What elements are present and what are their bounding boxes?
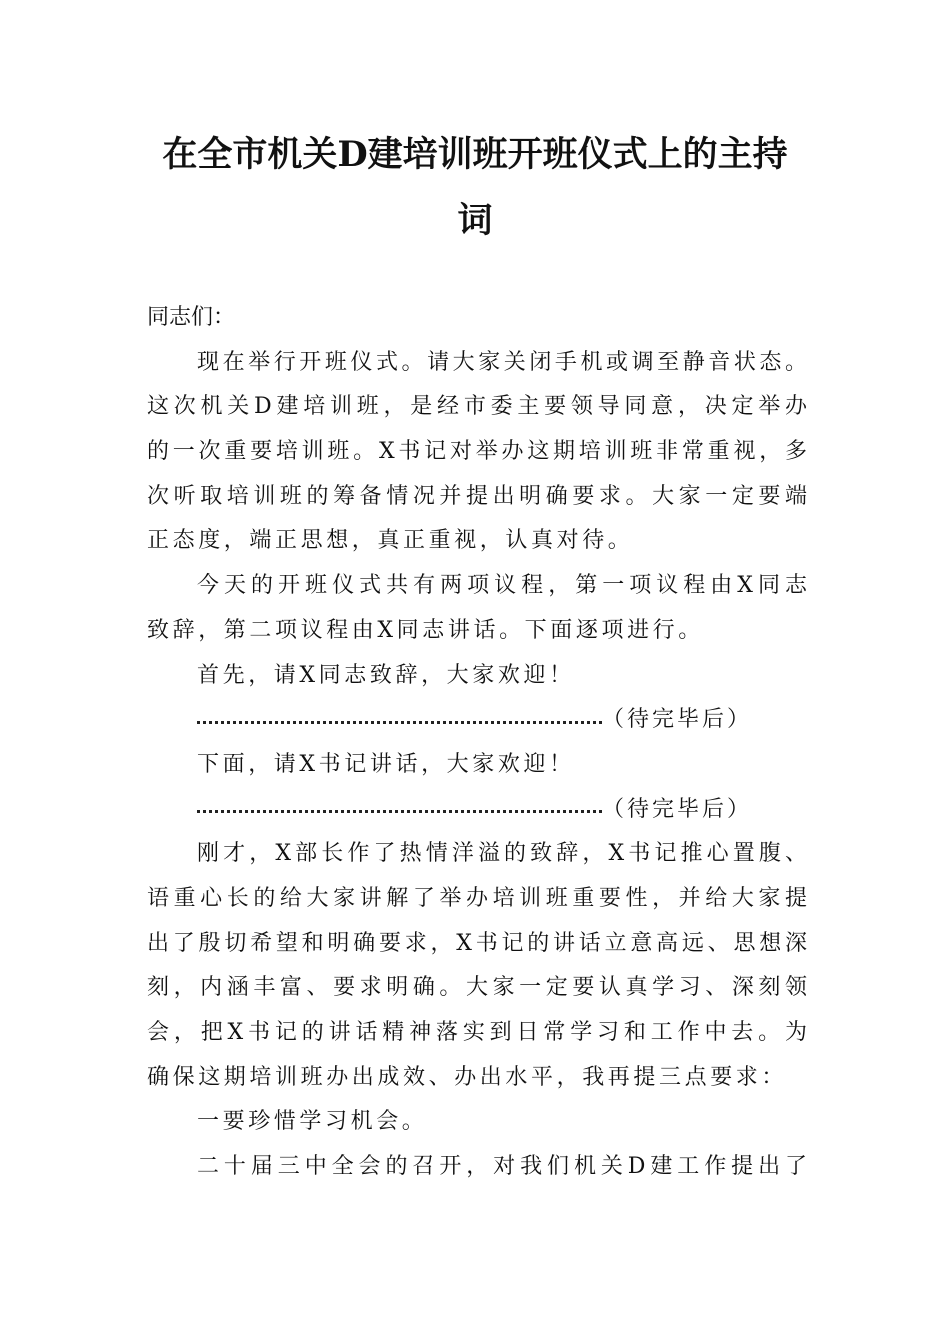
wait-note: （待完毕后） — [602, 796, 753, 822]
paragraph-line: 刻，内涵丰富、要求明确。大家一定要认真学习、深刻领 — [147, 975, 807, 1001]
dotted-leader — [197, 721, 602, 724]
paragraph-line: 致辞，第二项议程由X同志讲话。下面逐项进行。 — [147, 617, 704, 643]
paragraph-line: 现在举行开班仪式。请大家关闭手机或调至静音状态。 — [197, 349, 807, 375]
paragraph-line: 次听取培训班的筹备情况并提出明确要求。大家一定要端 — [147, 483, 807, 509]
paragraph-line: 出了殷切希望和明确要求，X书记的讲话立意高远、思想深 — [147, 930, 807, 956]
paragraph-line: 首先，请X同志致辞，大家欢迎！ — [197, 662, 575, 688]
section-heading: 一要珍惜学习机会。 — [197, 1109, 428, 1135]
paragraph-line: 语重心长的给大家讲解了举办培训班重要性，并给大家提 — [147, 885, 807, 911]
document-title-continued: 词 — [457, 200, 493, 241]
paragraph-line: 这次机关D建培训班，是经市委主要领导同意，决定举办 — [147, 394, 807, 420]
wait-note: （待完毕后） — [602, 707, 753, 733]
paragraph-line: 的一次重要培训班。X书记对举办这期培训班非常重视，多 — [147, 439, 807, 465]
paragraph-line: 确保这期培训班办出成效、办出水平，我再提三点要求： — [147, 1064, 788, 1090]
paragraph-line: 二十届三中全会的召开，对我们机关D建工作提出了 — [197, 1154, 807, 1180]
salutation: 同志们： — [147, 305, 236, 330]
paragraph-line: 会，把X书记的讲话精神落实到日常学习和工作中去。为 — [147, 1020, 807, 1045]
dotted-leader-line — [147, 698, 807, 743]
dotted-leader-line — [147, 788, 807, 833]
document-title: 在全市机关D建培训班开班仪式上的主持 — [162, 134, 788, 175]
paragraph-line: 刚才，X部长作了热情洋溢的致辞，X书记推心置腹、 — [197, 841, 807, 867]
document-body — [147, 296, 807, 1190]
dotted-leader — [197, 810, 602, 813]
paragraph-line: 今天的开班仪式共有两项议程，第一项议程由X同志 — [197, 573, 807, 599]
paragraph-line: 下面，请X书记讲话，大家欢迎！ — [197, 751, 575, 777]
paragraph-line: 正态度，端正思想，真正重视，认真对待。 — [147, 528, 634, 554]
